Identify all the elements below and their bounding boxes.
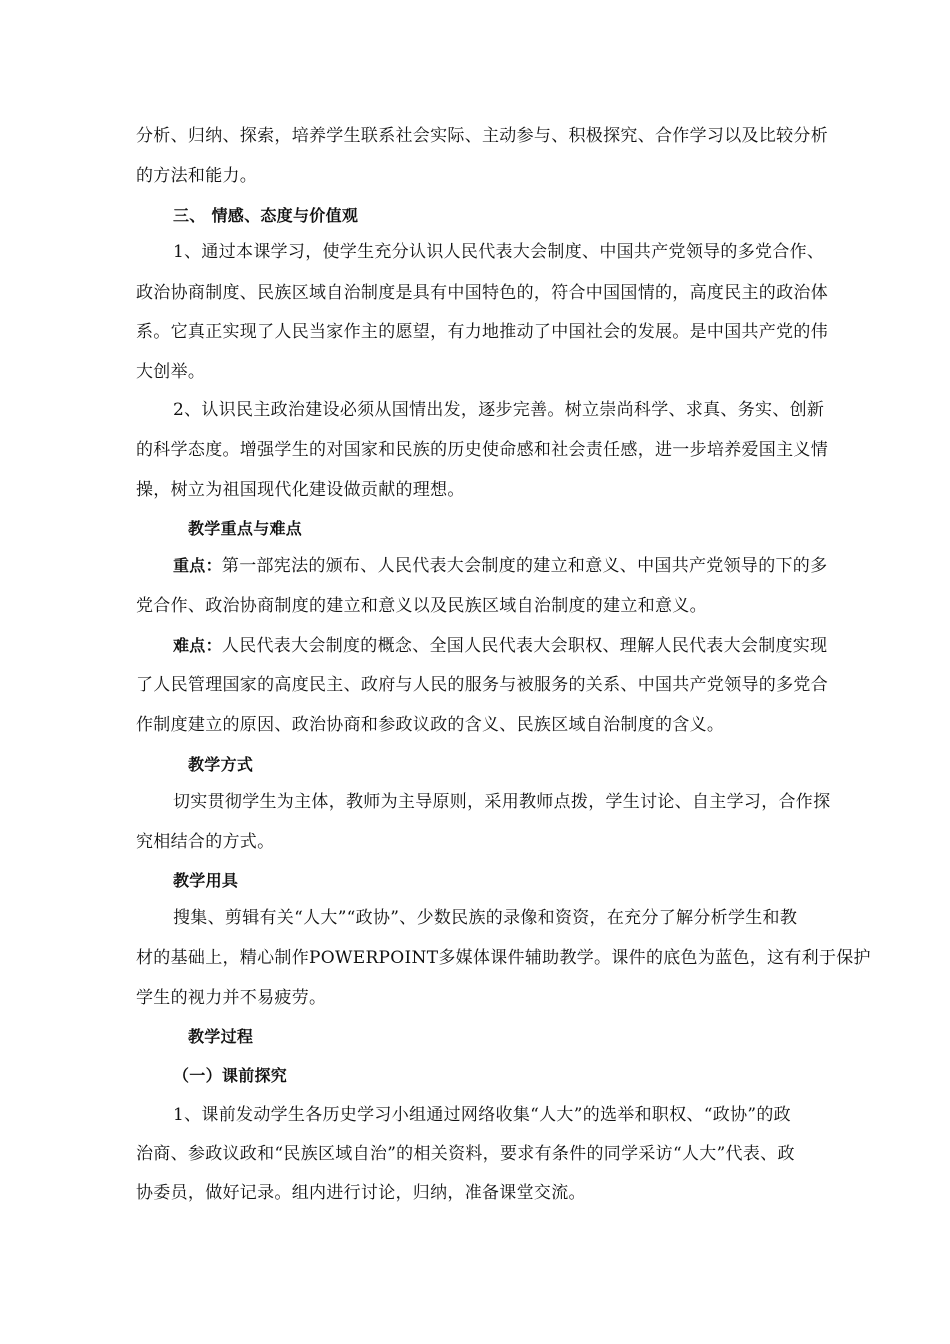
paragraph-line: 究相结合的方式。 (136, 832, 275, 852)
paragraph-line: 切实贯彻学生为主体，教师为主导原则，采用教师点拨，学生讨论、自主学习，合作探 (173, 792, 831, 812)
paragraph-line: 治商、参政议政和“民族区域自治”的相关资料，要求有条件的同学采访“人大”代表、政 (136, 1144, 795, 1164)
paragraph-line: 系。它真正实现了人民当家作主的愿望，有力地推动了中国社会的发展。是中国共产党的伟 (136, 322, 828, 342)
paragraph-line: 分析、归纳、探索，培养学生联系社会实际、主动参与、积极探究、合作学习以及比较分析 (136, 126, 828, 146)
paragraph-line: 的方法和能力。 (136, 166, 258, 186)
key-points-text: 第一部宪法的颁布、人民代表大会制度的建立和意义、中国共产党领导的下的多 (221, 556, 828, 576)
paragraph-line: 1、课前发动学生各历史学习小组通过网络收集“人大”的选举和职权、“政协”的政 (173, 1105, 791, 1125)
paragraph-line: 协委员，做好记录。组内进行讨论，归纳，准备课堂交流。 (136, 1183, 586, 1203)
paragraph-line: 1、通过本课学习，使学生充分认识人民代表大会制度、中国共产党领导的多党合作、 (173, 242, 825, 262)
paragraph-line: 搜集、剪辑有关“人大”“政协”、少数民族的录像和资资，在充分了解分析学生和教 (173, 908, 798, 928)
paragraph-line: 了人民管理国家的高度民主、政府与人民的服务与被服务的关系、中国共产党领导的多党合 (136, 675, 828, 695)
paragraph-line: 2、认识民主政治建设必须从国情出发，逐步完善。树立崇尚科学、求真、务实、创新 (173, 400, 825, 420)
paragraph-line: 政治协商制度、民族区域自治制度是具有中国特色的，符合中国国情的，高度民主的政治体 (136, 283, 828, 303)
paragraph-line (173, 554, 827, 578)
section-heading: 教学过程 (188, 1027, 254, 1046)
section-heading: 教学重点与难点 (188, 519, 303, 538)
paragraph-line: 操，树立为祖国现代化建设做贡献的理想。 (136, 480, 465, 500)
difficulties-text: 人民代表大会制度的概念、全国人民代表大会职权、理解人民代表大会制度实现 (221, 636, 828, 656)
section-heading: 教学用具 (173, 871, 239, 890)
paragraph-line: 材的基础上，精心制作POWERPOINT多媒体课件辅助教学。课件的底色为蓝色，这有利于保护 (136, 948, 871, 968)
section-heading: 三、 情感、态度与价值观 (173, 206, 359, 225)
difficulties-label: 难点： (173, 636, 222, 655)
paragraph-line: 党合作、政治协商制度的建立和意义以及民族区域自治制度的建立和意义。 (136, 596, 707, 616)
paragraph-line: 的科学态度。增强学生的对国家和民族的历史使命感和社会责任感，进一步培养爱国主义情 (136, 440, 828, 460)
section-heading: 教学方式 (188, 755, 254, 774)
paragraph-line: 作制度建立的原因、政治协商和参政议政的含义、民族区域自治制度的含义。 (136, 715, 725, 735)
paragraph-line (173, 634, 827, 658)
paragraph-line: 大创举。 (136, 362, 206, 382)
paragraph-line: 学生的视力并不易疲劳。 (136, 988, 327, 1008)
subsection-heading: （一）课前探究 (173, 1066, 288, 1085)
key-points-label: 重点： (173, 556, 222, 575)
